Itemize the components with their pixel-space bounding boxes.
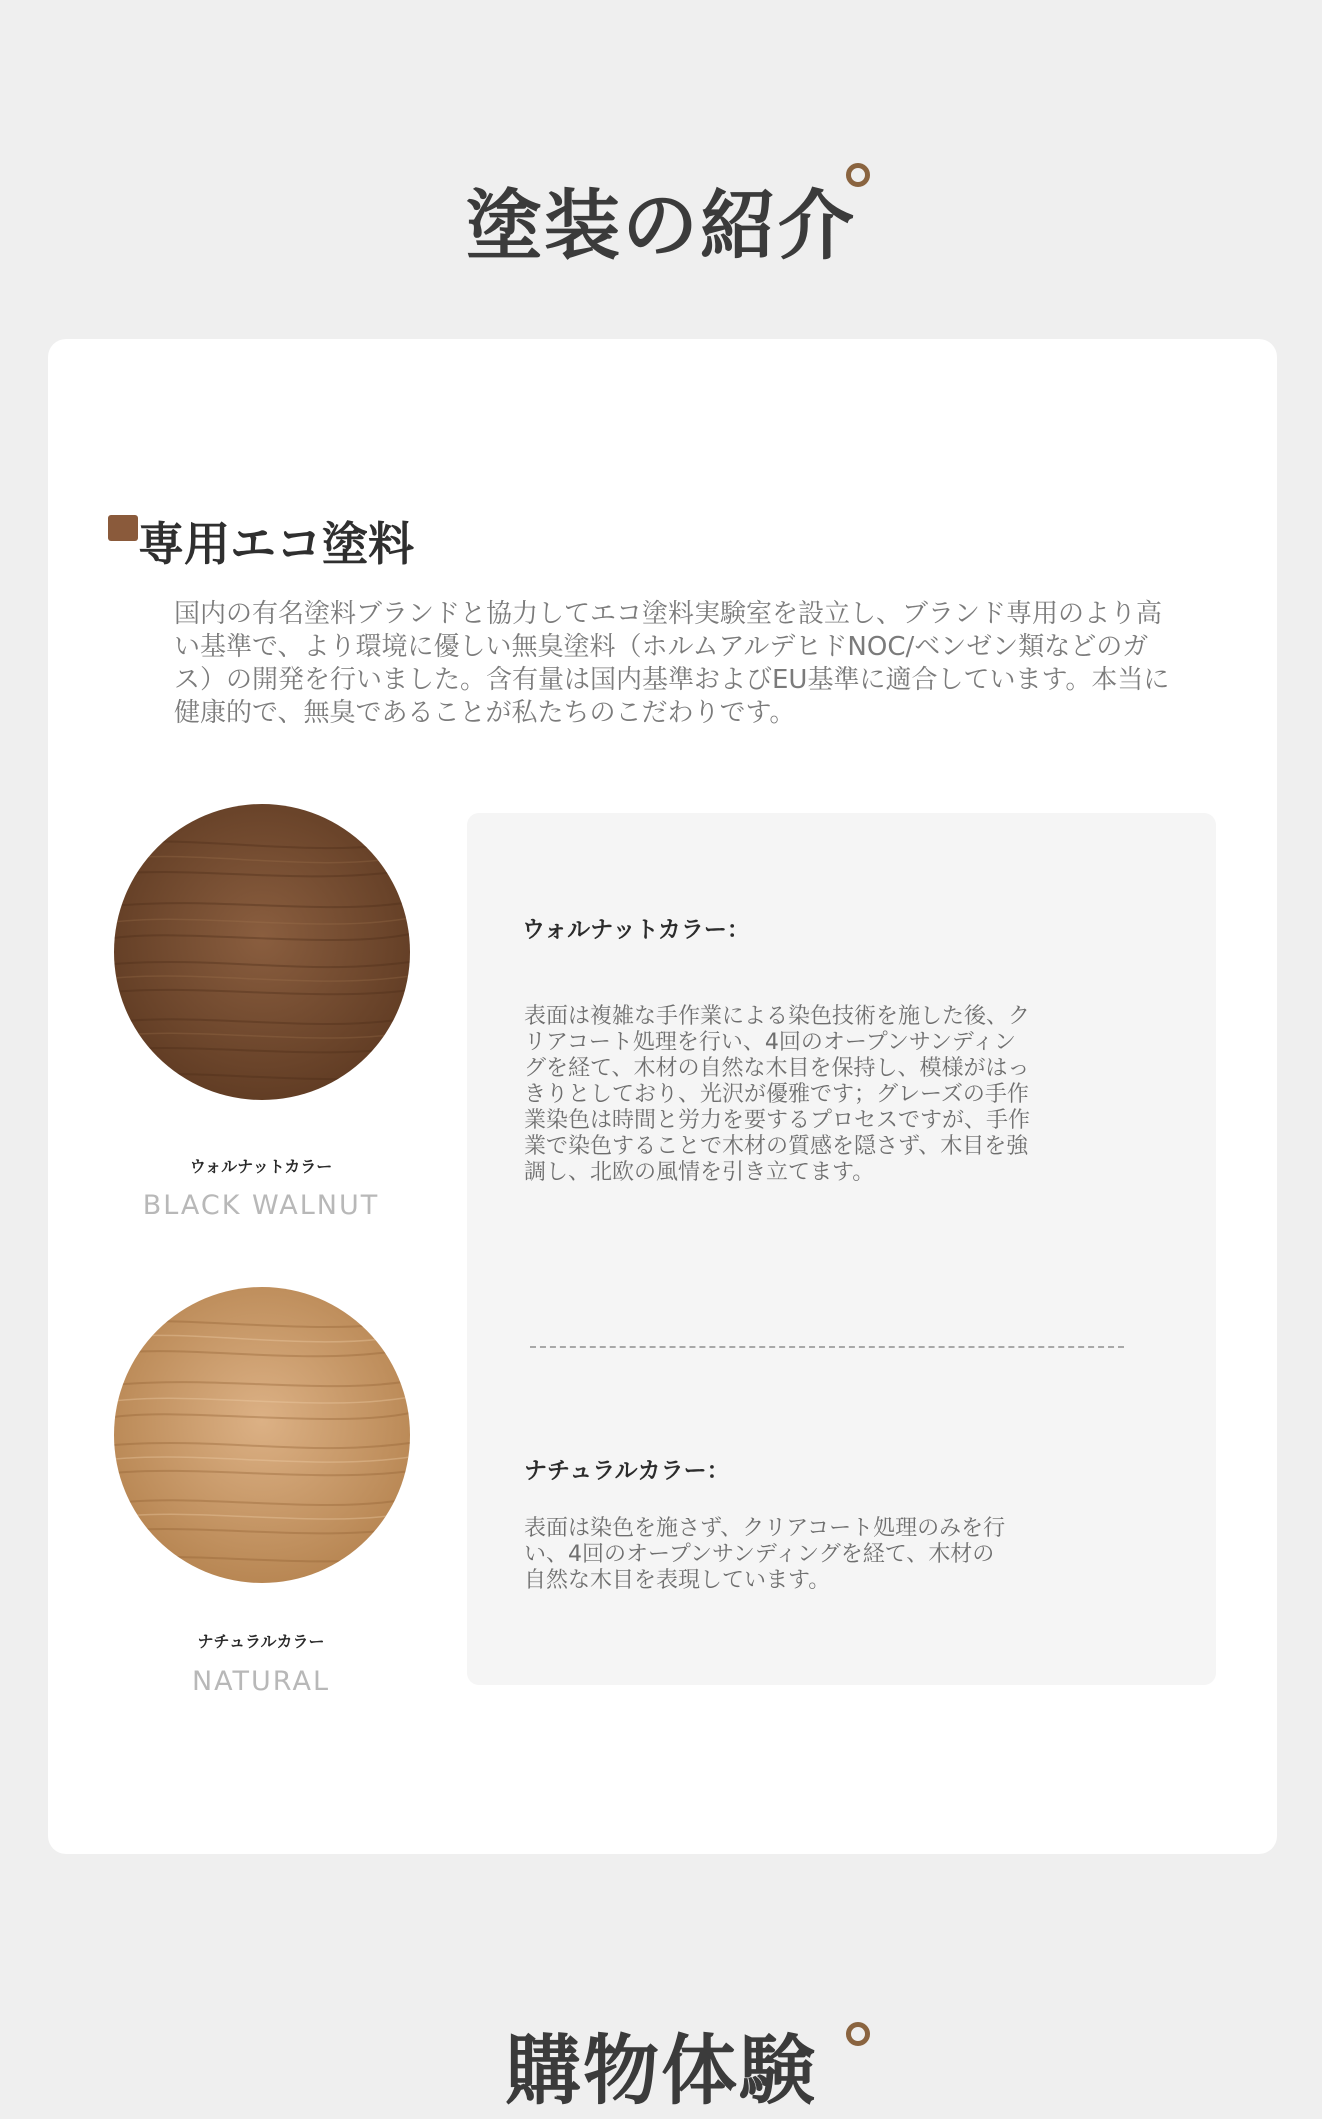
natural-heading: ナチュラルカラー： [524, 1458, 730, 1484]
walnut-swatch-english: BLACK WALNUT [142, 1190, 380, 1221]
walnut-wood-texture [114, 804, 410, 1100]
subtitle-bar-icon [108, 515, 138, 541]
natural-description: 表面は染色を施さず、クリアコート処理のみを行い、4回のオープンサンディングを経て、木材の自然な木目を表現しています。 [524, 1516, 1006, 1593]
title-ring-icon [846, 163, 870, 187]
eco-paint-description: 国内の有名塗料ブランドと協力してエコ塗料実験室を設立し、ブランド専用のより高い基準で、より環境に優しい無臭塗料（ホルムアルデヒドNOC/ベンゼン類などのガス）の開発を行いました。含有量は国内基準およびEU基準に適合しています。本当に健康的で、無臭であることが私たちのこだわりです。 [174, 599, 1170, 728]
natural-wood-texture [114, 1287, 410, 1583]
walnut-heading: ウォルナットカラー： [522, 917, 750, 943]
next-section-title: 購物体験 [505, 2026, 817, 2115]
natural-swatch [114, 1287, 410, 1583]
natural-swatch-label: ナチュラルカラー [197, 1632, 325, 1651]
walnut-description: 表面は複雑な手作業による染色技術を施した後、クリアコート処理を行い、4回のオープンサンディングを経て、木材の自然な木目を保持し、模様がはっきりとしており、光沢が優雅です；グレーズの手作業染色は時間と労力を要するプロセスですが、手作業で染色することで木材の質感を隠さず、木目を強調し、北欧の風情を引き立てます。 [524, 1004, 1031, 1185]
next-title-ring-icon [846, 2022, 870, 2046]
eco-paint-title: 専用エコ塗料 [138, 517, 414, 571]
natural-swatch-english: NATURAL [191, 1666, 330, 1697]
walnut-swatch [114, 804, 410, 1100]
section-title: 塗装の紹介 [466, 181, 856, 270]
divider-dashed [530, 1346, 1124, 1348]
walnut-swatch-label: ウォルナットカラー [189, 1157, 333, 1176]
